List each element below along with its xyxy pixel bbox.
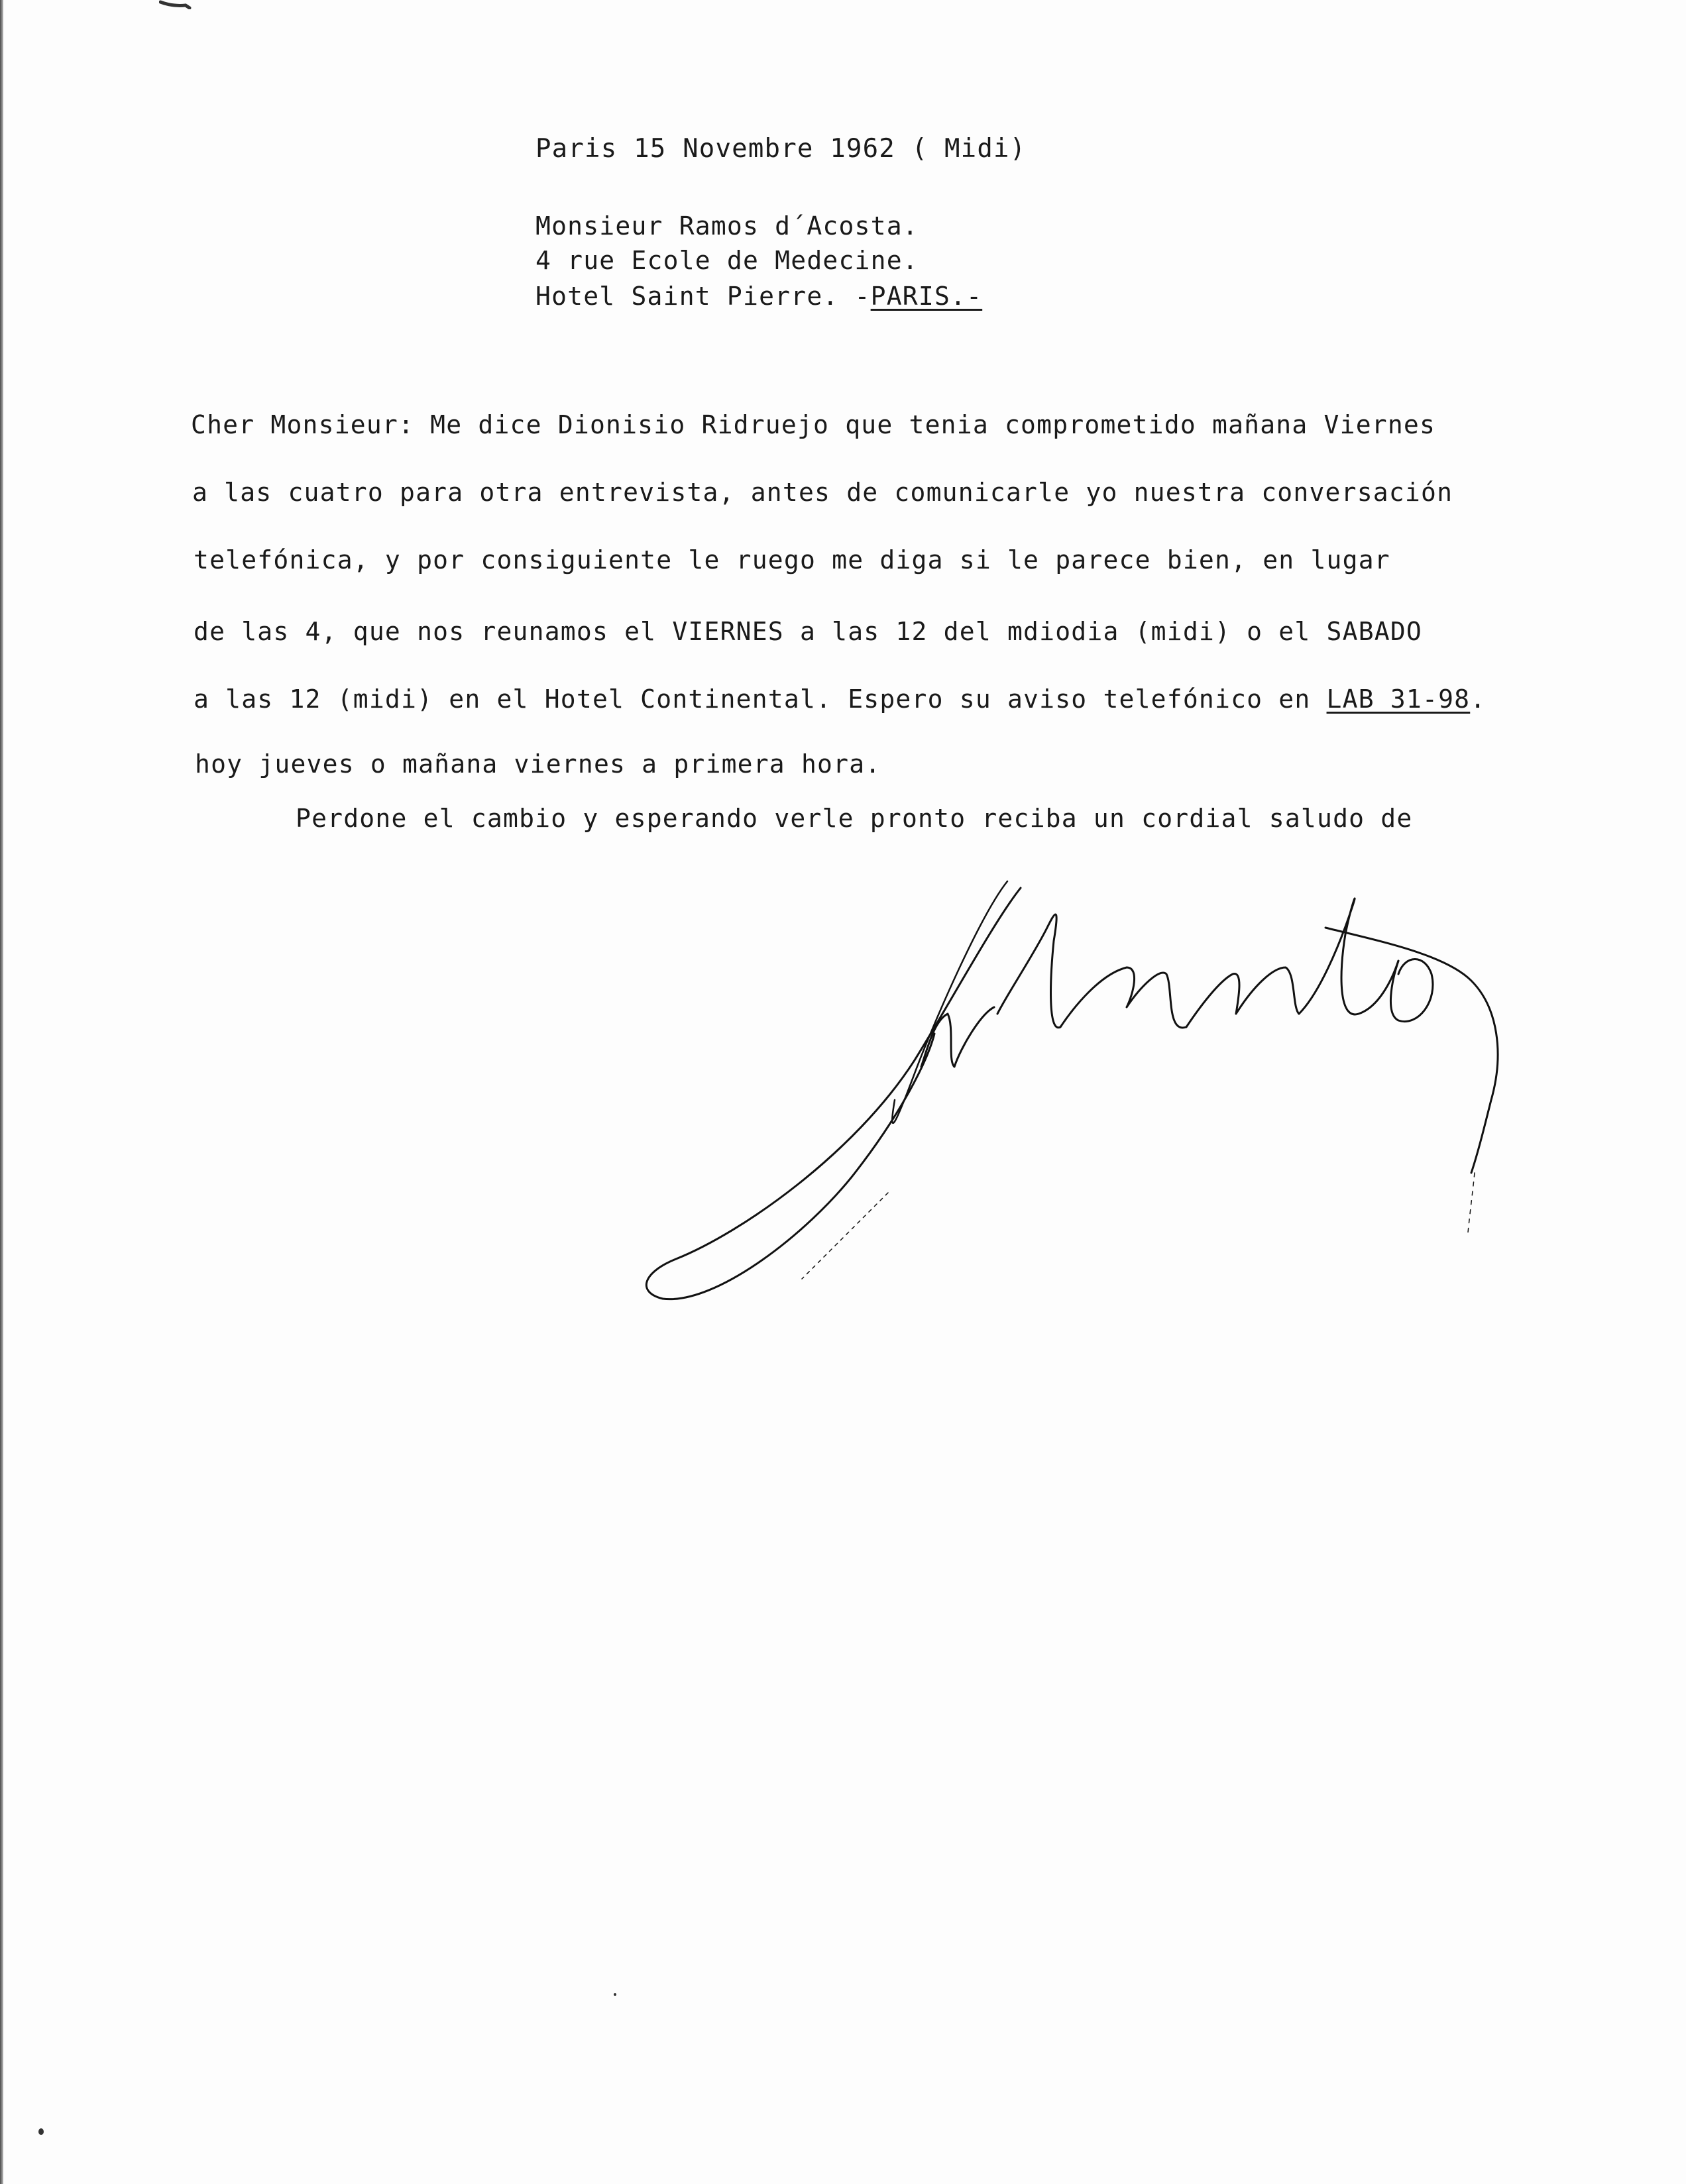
body-line-1: Cher Monsieur: Me dice Dionisio Ridruejo que tenia comprometido mañana Viernes [191,410,1436,439]
body-line-4: de las 4, que nos reunamos el VIERNES a las 12 del mdiodia (midi) o el SABADO [194,617,1423,646]
recipient-hotel [535,284,982,309]
scan-edge [0,0,3,2184]
closing-line: Perdone el cambio y esperando verle pronto reciba un cordial saludo de [296,804,1413,833]
scan-speck [38,2128,44,2135]
signature-icon [636,861,1604,1312]
recipient-city: PARIS.- [870,282,983,311]
letter-date: Paris 15 Novembre 1962 ( Midi) [535,134,1027,164]
body-line-6: hoy jueves o mañana viernes a primera hora. [195,749,881,779]
recipient-street: 4 rue Ecole de Medecine. [535,246,919,275]
body-line-3: telefónica, y por consiguiente le ruego me diga si le parece bien, en lugar [194,545,1390,574]
body-line-5 [194,686,1486,712]
body-line-5-end: . [1470,684,1487,714]
corner-mark [159,0,192,9]
body-line-5-text: a las 12 (midi) en el Hotel Continental. Espero su aviso telefónico en [194,684,1327,714]
recipient-hotel-name: Hotel Saint Pierre. - [535,282,871,311]
phone-number: LAB 31-98 [1326,684,1471,714]
recipient-name: Monsieur Ramos d´Acosta. [535,211,919,241]
scan-speck [614,1993,616,1996]
body-line-2: a las cuatro para otra entrevista, antes de comunicarle yo nuestra conversación [192,478,1453,507]
